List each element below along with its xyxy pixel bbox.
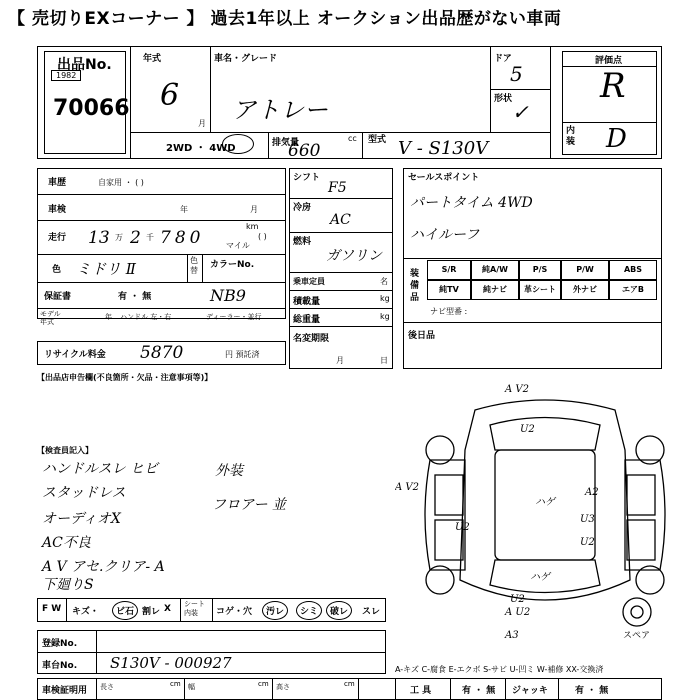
mark-rear-au2: A U2: [505, 607, 531, 618]
spare-label: スペア: [623, 631, 651, 640]
mark-rear-u2: U2: [510, 594, 525, 605]
car-name: アトレー: [232, 96, 328, 124]
year-month-unit: 月: [198, 119, 206, 128]
fuel-label: 燃料: [293, 237, 312, 247]
inspector-right-note-2: フロアー 並: [212, 497, 287, 513]
change-deadline-month: 月: [336, 356, 344, 365]
color-value: ミドリ Ⅱ: [76, 260, 136, 278]
displacement-value: 660: [288, 141, 321, 161]
chassis-value: S130V - 000927: [110, 654, 232, 672]
car-name-label: 車名・グレード: [214, 54, 278, 64]
capacity-unit: 名: [380, 277, 388, 286]
mileage-sen: 2: [130, 228, 141, 248]
shape-value: ✓: [512, 100, 529, 124]
after-date-label: 後日品: [408, 331, 436, 341]
mark-rear-a3: A3: [505, 630, 519, 640]
equip-leather: 革シート: [519, 280, 561, 300]
wear-burn: コゲ・穴: [216, 607, 253, 617]
navi-model-label: ナビ型番 :: [430, 307, 468, 316]
score-label: 評価点: [595, 56, 623, 66]
inspection-label: 車検: [48, 205, 67, 215]
wear-fw: F W: [42, 604, 62, 614]
cc-unit: cc: [348, 134, 357, 143]
year-value: 6: [160, 78, 180, 113]
drive-circle: [222, 134, 254, 154]
inspection-month: 月: [250, 205, 258, 214]
lot-label: 出品No.: [57, 57, 112, 73]
equip-ps: P/S: [519, 260, 561, 280]
damage-legend: A-キズ C-腐食 E-エクボ S-サビ U-凹ミ W-補修 XX-交換済: [395, 665, 604, 674]
drive-options: 2WD ・ 4WD: [166, 143, 236, 154]
cert-cm-1: cm: [170, 680, 181, 688]
equip-pw: P/W: [561, 260, 609, 280]
lot-sub: 1982: [51, 70, 81, 81]
sales-points-label: セールスポイント: [408, 173, 480, 183]
cooler-label: 冷房: [293, 203, 312, 213]
load-unit: kg: [380, 294, 390, 303]
wear-kizu: キズ・: [72, 607, 99, 617]
gross-label: 総重量: [293, 315, 321, 325]
color-change-label: 色替: [190, 256, 198, 275]
model-year-dealer: ディーラー・並行: [206, 313, 262, 321]
history-value: 自家用 ・ ( ): [98, 178, 144, 187]
cert-height: 高さ: [276, 683, 290, 691]
mileage-mile: マイル: [226, 241, 250, 250]
inspector-note-6: 下廻りS: [42, 577, 94, 593]
interior-label: 内装: [566, 126, 576, 147]
lot-number: 70066: [53, 96, 130, 121]
change-deadline-label: 名変期限: [293, 334, 330, 344]
mark-hood-u2: U2: [520, 424, 535, 435]
mileage-man: 13: [88, 228, 110, 248]
wear-rub: スレ: [362, 607, 381, 617]
inspector-note-3: オーディオX: [42, 511, 121, 527]
jack-value: 有 ・ 無: [575, 686, 609, 696]
wear-stone: ビ石: [116, 607, 135, 617]
wear-x: X: [164, 604, 171, 614]
doors-label: ドア: [494, 54, 512, 64]
shift-label: シフト: [293, 173, 321, 183]
cert-width: 幅: [188, 683, 195, 691]
model-label: 型式: [368, 135, 387, 145]
mileage-extra: ( ): [258, 232, 267, 241]
wear-tear: 破レ: [330, 607, 349, 617]
displacement-label: 排気量: [272, 138, 300, 148]
mileage-rest: 780: [160, 228, 205, 248]
inspection-year: 年: [180, 205, 188, 214]
equipment-label: 装備品: [410, 269, 420, 303]
chassis-label: 車台No.: [42, 661, 78, 671]
recycle-unit: 円 預託済: [225, 350, 260, 359]
sales-point-2: ハイルーフ: [410, 227, 480, 243]
mark-left-av2: A V2: [395, 482, 419, 493]
model-value: V - S130V: [398, 138, 489, 159]
mileage-km: km: [246, 222, 259, 231]
sales-point-1: パートタイム 4WD: [410, 195, 533, 211]
cert-length: 長さ: [100, 683, 114, 691]
color-label: 色: [52, 265, 62, 275]
equip-abs: ABS: [609, 260, 657, 280]
cert-cm-2: cm: [258, 680, 269, 688]
inspector-note-4: AC不良: [42, 535, 91, 551]
wear-crack: 割レ: [142, 607, 161, 617]
mileage-label: 走行: [48, 233, 67, 243]
model-year-handle: ハンドル 左・右: [120, 313, 172, 321]
tool-value: 有 ・ 無: [462, 686, 496, 696]
score-value: R: [600, 66, 626, 106]
jack-label: ジャッキ: [512, 686, 548, 696]
change-deadline-day: 日: [380, 356, 388, 365]
interior-value: D: [606, 124, 627, 154]
reg-label: 登録No.: [42, 639, 78, 649]
color-no-label: カラーNo.: [210, 260, 255, 270]
wear-seat: シート内装: [184, 600, 205, 617]
inspector-right-note-1: 外装: [215, 463, 243, 479]
cooler-value: AC: [330, 212, 351, 228]
notice-label: 【出品店申告欄(不良箇所・欠品・注意事項等)】: [37, 373, 213, 382]
lot-number-box: [44, 51, 130, 154]
warranty-value: 有 ・ 無: [118, 292, 152, 302]
equip-aw: 純A/W: [471, 260, 519, 280]
inspector-note-5: A V アセ.クリア- A: [42, 559, 165, 575]
mark-right-u2: U2: [580, 537, 595, 548]
warranty-label: 保証書: [44, 292, 72, 302]
inspector-note-2: スタッドレス: [42, 485, 126, 501]
inspector-label: 【検査員記入】: [37, 446, 93, 455]
mark-roof-hage: ハゲ: [535, 497, 555, 508]
tool-label: 工 具: [410, 686, 432, 696]
warranty-code: NB9: [210, 286, 246, 305]
doors-value: 5: [510, 62, 523, 86]
inspector-note-1: ハンドルスレ ヒビ: [42, 461, 159, 477]
mark-rear-hage: ハゲ: [530, 572, 550, 583]
equip-navi: 純ナビ: [471, 280, 519, 300]
car-damage-diagram: [395, 380, 695, 640]
history-label: 車歴: [48, 178, 67, 188]
page-title: 【 売切りEXコーナー 】 過去1年以上 オークション出品歴がない車両: [8, 9, 562, 29]
cert-cm-3: cm: [344, 680, 355, 688]
mark-right-a2: A2: [585, 487, 599, 498]
recycle-label: リサイクル料金: [44, 350, 106, 360]
model-year-label: モデル年式: [40, 310, 61, 326]
shape-label: 形状: [494, 94, 513, 104]
equip-airbag: エアB: [609, 280, 657, 300]
wear-stain: シミ: [300, 607, 319, 617]
capacity-label: 乗車定員: [293, 277, 325, 286]
recycle-value: 5870: [140, 343, 184, 363]
load-label: 積載量: [293, 297, 321, 307]
year-label: 年式: [143, 54, 162, 64]
model-year-year: 年: [105, 313, 112, 321]
mark-right-u3: U3: [580, 514, 595, 525]
cert-label: 車検証明用: [42, 686, 88, 696]
mark-left-u2: U2: [455, 522, 470, 533]
equip-ext-navi: 外ナビ: [561, 280, 609, 300]
shift-value: F5: [328, 180, 347, 196]
equip-sr: S/R: [427, 260, 471, 280]
mark-front-av2: A V2: [505, 384, 529, 395]
fuel-value: ガソリン: [326, 248, 382, 264]
equip-tv: 純TV: [427, 280, 471, 300]
wear-dirt: 汚レ: [266, 607, 285, 617]
gross-unit: kg: [380, 312, 390, 321]
